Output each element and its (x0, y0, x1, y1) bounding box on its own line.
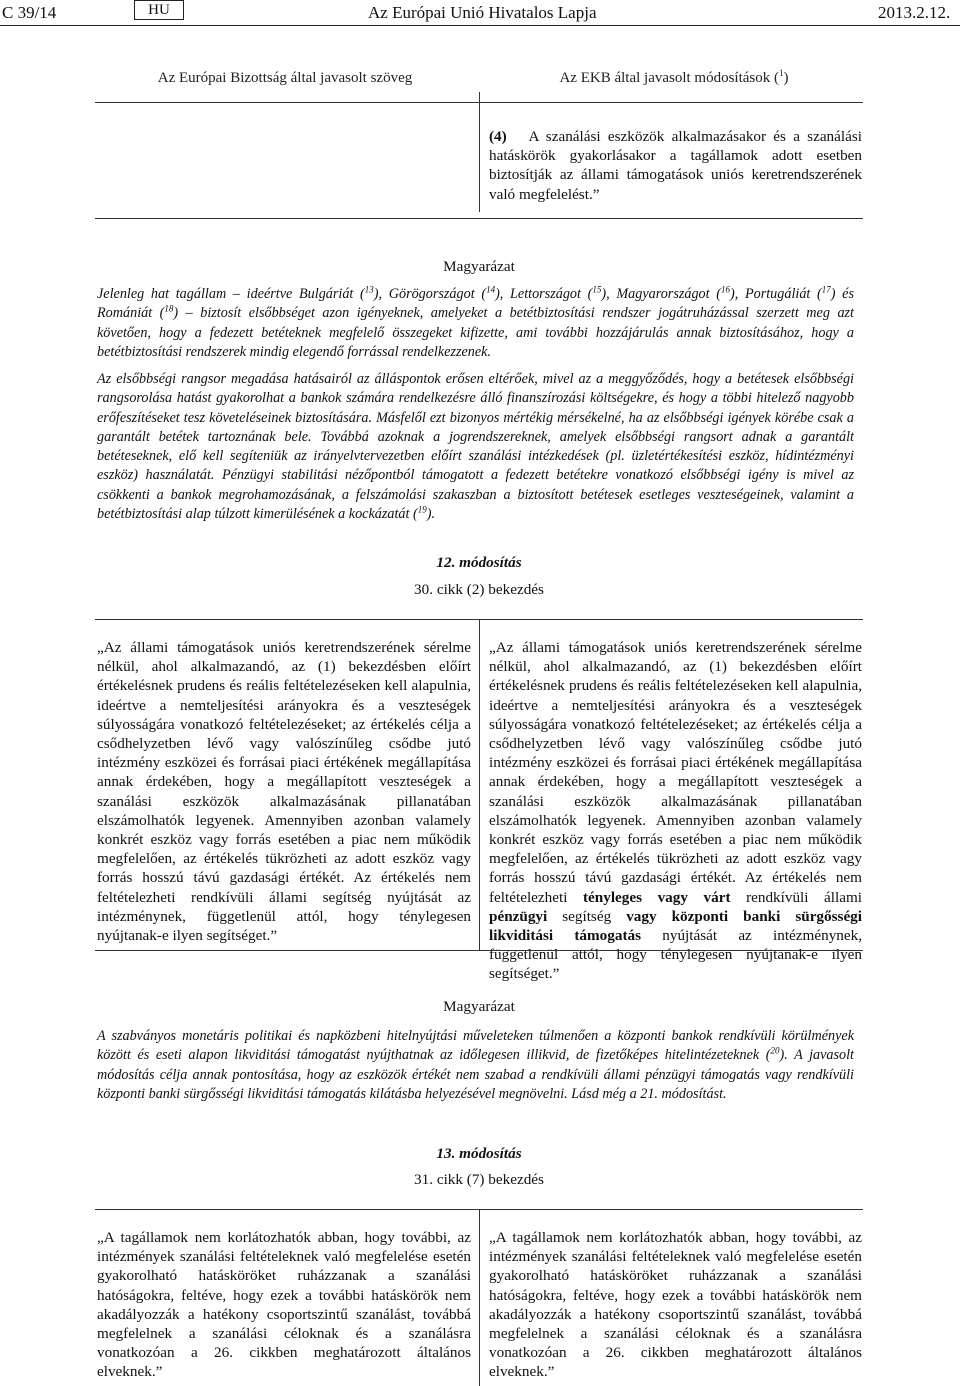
amendment-13-commission-text: „A tagállamok nem korlátozhatók abban, hogy további, az intézmények szanálási feltételeknek való megfelelése esetén gyakorolható hatásköröket ruházzanak a szanálási hatóságokra, feltéve, hogy ezek a további hatáskörök nem akadályozzák a hatékony csoportszintű szanálást, továbbá megfelelnek a szanálási céloknak és a szanálásra vonatkozóan a 26. cikkben meghatározott általános elveknek.” (97, 1229, 471, 1381)
publication-date: 2013.2.12. (878, 3, 951, 22)
column-divider (479, 619, 480, 950)
amendment-13-ecb-text: „A tagállamok nem korlátozhatók abban, hogy további, az intézmények szanálási feltételeknek való megfelelése esetén gyakorolható hatásköröket ruházzanak a szanálási hatóságokra, feltéve, hogy ezek a további hatáskörök nem akadályozzák a hatékony csoportszintű szanálást, továbbá megfelelnek a szanálási céloknak és a szanálásra vonatkozóan a 26. cikkben meghatározott általános elveknek.” (489, 1229, 862, 1381)
explanation-title: Magyarázat (443, 998, 515, 1015)
page-reference: C 39/14 (2, 3, 57, 22)
amendment-13-label: 13. módosítás (436, 1145, 522, 1162)
language-code-box: HU (134, 0, 184, 20)
table-bottom-rule (95, 950, 863, 951)
explanation-paragraph-2: Az elsőbbségi rangsor megadása hatásairól az álláspontok erősen eltérőek, mivel az a meggyőződés, hogy a betétesek elsőbbségi rangsorolása hatást gyakorolhat a bankok számára rendelkezésre álló finanszírozási költségekre, és hogy a többi hitelező nagyobb erőfeszítéseket tesz követeléseinek biztosítására. Másfelől ezt bizonyos mértékig mérsékelné, ha az elsőbbségi igények körébe csak a garantált betétek tartoznának bele. Továbbá azoknak a jogrendszereknek, amelyek elsőbbségi rangsort adnak a garantált betéteseknek, elő kell segíteniük az irányelvtervezetben előírt szanálási intézkedések (pl. üzletértékesítési eszköz, hídintézményi eszköz) használatát. Pénzügyi stabilitási nézőpontból támogatott a fedezett betétekre vonatkozó elsőbbségi igény is mivel az csökkenti a bankok megrohamozásának, a felszámolási szakaszban a biztosított betétesek esetleges veszteségeinek, valamint a betétbiztosítási alap túlzott kimerülésének a kockázatát ($^{19}$). (97, 371, 854, 523)
explanation-title: Magyarázat (443, 258, 515, 275)
table-bottom-rule (95, 218, 863, 219)
explanation-paragraph: A szabványos monetáris politikai és napközbeni hitelnyújtási műveleteken túlmenően a központi bankok rendkívüli körülmények között és eseti alapon likviditási támogatást nyújthatnak az időlegesen illikvid, de fizetőképes hitelintézeteknek ($^{20}$). A javasolt módosítás célja annak pontosítása, hogy az eszközök értékét nem szabad a rendkívüli állami pénzügyi támogatás vagy rendkívüli központi banki sürgősségi likviditási támogatás kilátásba helyezésével megnövelni. Lásd még a 21. módosítást. (97, 1028, 855, 1102)
amendment-12-reference: 30. cikk (2) bekezdés (414, 581, 544, 598)
right-column-heading: Az EKB által javasolt módosítások ($^1$) (559, 68, 789, 86)
header-rule (0, 25, 960, 26)
journal-title: Az Európai Unió Hivatalos Lapja (368, 3, 597, 22)
amendment-12-commission-text: „Az állami támogatások uniós keretrendszerének sérelme nélkül, ahol alkalmazandó, az (1) bekezdésben előírt értékelésnek prudens és reális feltételezéseken kell alapulnia, ideértve a nemteljesítési arányokra és a veszteségek súlyosságára vonatkozó feltételezéseket; az értékelés célja a csődhelyzetben lévő vagy valószínűleg csődbe jutó intézmény eszközei és forrásai piaci értékének megállapítása annak érdekében, hogy a megállapított veszteségek a szanálási eszközök alkalmazásának pillanatában elszámolhatók legyenek. Amennyiben azonban valamely konkrét eszköz vagy forrás esetében a piac nem működik megfelelően, az értékelés tükrözheti az adott eszköz vagy forrás hosszú távú gazdasági értékét. Az értékelés nem feltételezheti rendkívüli állami segítség nyújtását az intézménynek, függetlenül attól, hogy ténylegesen nyújtanak-e ilyen segítséget.” (97, 639, 471, 945)
amendment-text-right: (4) A szanálási eszközök alkalmazásakor és a szanálási hatáskörök gyakorlásakor a tagállamok adott esetben biztosítják az állami támogatások uniós keretrendszerének való megfelelést.” (489, 128, 862, 203)
amendment-13-reference: 31. cikk (7) bekezdés (414, 1171, 544, 1188)
column-divider (479, 1209, 480, 1386)
left-column-heading: Az Európai Bizottság által javasolt szöveg (157, 70, 413, 86)
explanation-paragraph-1: Jelenleg hat tagállam – ideértve Bulgáriát ($^{13}$), Görögországot ($^{14}$), Lettországot ($^{15}$), Magyarországot ($^{16}$), Portugáliát ($^{17}$) és Romániát ($^{18}$) – biztosít elsőbbséget azon igényeknek, amelyeket a betétbiztosítási rendszer jogátruházással szerzett meg azt követően, hogy a fedezett betéteknek megfelelő összegeket kifizette, ami további hozzájárulás annak biztosításához, hogy a betétbiztosítási rendszerek mindig elegendő forrással rendelkezzenek. (97, 284, 854, 360)
amendment-12-ecb-text: „Az állami támogatások uniós keretrendszerének sérelme nélkül, ahol alkalmazandó, az (1) bekezdésben előírt értékelésnek prudens és reális feltételezéseken kell alapulnia, ideértve a nemteljesítési arányokra és a veszteségek súlyosságára vonatkozó feltételezéseket; az értékelés célja a csődhelyzetben lévő vagy valószínűleg csődbe jutó intézmény eszközei és forrásai piaci értékének megállapítása annak érdekében, hogy a megállapított veszteségek a szanálási eszközök alkalmazásának pillanatában elszámolhatók legyenek. Amennyiben azonban valamely konkrét eszköz vagy forrás esetében a piac nem működik megfelelően, az értékelés tükrözheti az adott eszköz vagy forrás hosszú távú gazdasági értékét. Az értékelés nem feltételezheti tényleges vagy várt rendkívüli állami pénzügyi segítség vagy központi banki sürgősségi likviditási támogatás nyújtását az intézménynek, függetlenül attól, hogy ténylegesen nyújtanak-e ilyen segítséget.” (489, 639, 863, 983)
column-divider (479, 92, 480, 212)
amendment-12-label: 12. módosítás (436, 554, 522, 571)
